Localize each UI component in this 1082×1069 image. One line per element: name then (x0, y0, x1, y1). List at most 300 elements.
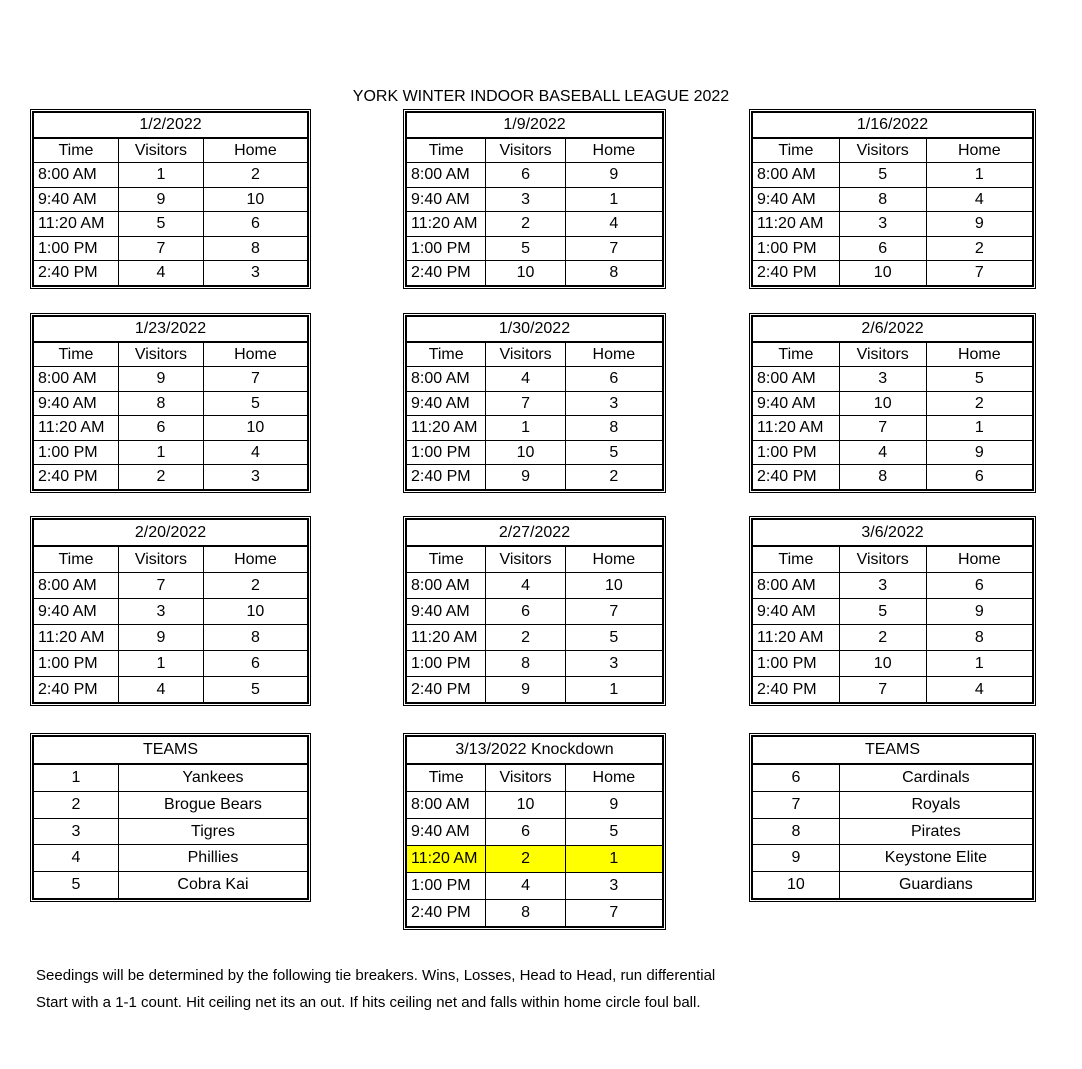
table-cell: 11:20 AM (34, 416, 119, 441)
table-cell: 5 (118, 212, 203, 237)
column-header: Time (407, 546, 486, 573)
teams-table (33, 736, 308, 899)
table-cell: 9:40 AM (34, 187, 119, 212)
table-row (753, 599, 1033, 625)
table-cell: 6 (203, 212, 307, 237)
teams-title-row (753, 737, 1033, 764)
table-cell: Guardians (839, 872, 1032, 899)
table-cell: 8 (565, 416, 662, 441)
table-cell: 9:40 AM (34, 599, 119, 625)
week-table (30, 313, 311, 493)
table-cell: 9 (118, 625, 203, 651)
table-cell: 7 (753, 791, 840, 818)
schedule-table (752, 316, 1033, 490)
table-cell: 9 (926, 440, 1032, 465)
table-cell: 5 (565, 819, 662, 846)
table-cell: 5 (203, 391, 307, 416)
table-row (407, 792, 663, 819)
table-cell: 2 (34, 791, 119, 818)
column-header: Home (565, 764, 662, 792)
table-cell: 2 (203, 163, 307, 188)
table-cell: 4 (926, 187, 1032, 212)
table-cell: 6 (486, 819, 565, 846)
table-cell: 8:00 AM (34, 163, 119, 188)
table-cell: 2 (486, 846, 565, 873)
table-cell: 10 (203, 187, 307, 212)
table-cell: 4 (839, 440, 926, 465)
note-line: Seedings will be determined by the following tie breakers. Wins, Losses, Head to Head, run differential (36, 967, 716, 984)
table-cell: 1:00 PM (407, 236, 486, 261)
date-header: 1/2/2022 (34, 113, 308, 138)
table-cell: 11:20 AM (753, 212, 840, 237)
table-row (407, 846, 663, 873)
table-cell: 2 (926, 236, 1032, 261)
date-row (34, 520, 308, 547)
schedule-table (406, 112, 663, 286)
table-cell: 9 (753, 845, 840, 872)
schedule-table (406, 316, 663, 490)
table-cell: 10 (839, 391, 926, 416)
table-cell: 1:00 PM (407, 440, 486, 465)
table-cell: 2:40 PM (407, 465, 486, 490)
column-header: Time (753, 546, 840, 573)
table-row (34, 872, 308, 899)
table-row (753, 367, 1033, 392)
table-cell: 1 (926, 651, 1032, 677)
table-row (753, 845, 1033, 872)
table-row (753, 416, 1033, 441)
table-cell: 1:00 PM (753, 440, 840, 465)
table-cell: 5 (839, 163, 926, 188)
table-row (34, 212, 308, 237)
table-cell: 9 (926, 212, 1032, 237)
table-cell: 4 (118, 677, 203, 703)
date-row (34, 317, 308, 342)
table-cell: 1 (926, 163, 1032, 188)
table-cell: Cobra Kai (118, 872, 307, 899)
note-line: Start with a 1-1 count. Hit ceiling net its an out. If hits ceiling net and falls within home circle foul ball. (36, 994, 701, 1011)
table-cell: 1 (565, 187, 662, 212)
week-table (403, 109, 666, 289)
table-cell: 8:00 AM (753, 573, 840, 599)
table-cell: 10 (486, 440, 565, 465)
table-cell: 7 (203, 367, 307, 392)
teams-left-table (30, 733, 311, 902)
table-cell: 1 (565, 677, 662, 703)
table-cell: 1 (486, 416, 565, 441)
table-row (407, 391, 663, 416)
week-table (30, 516, 311, 706)
table-cell: 5 (926, 367, 1032, 392)
table-cell: 5 (34, 872, 119, 899)
table-cell: 8 (486, 651, 565, 677)
table-cell: 9:40 AM (753, 187, 840, 212)
table-cell: Phillies (118, 845, 307, 872)
page-title: YORK WINTER INDOOR BASEBALL LEAGUE 2022 (352, 88, 730, 105)
table-row (34, 791, 308, 818)
table-cell: 2:40 PM (753, 261, 840, 286)
table-cell: 1:00 PM (407, 651, 486, 677)
table-cell: 2 (486, 625, 565, 651)
table-cell: 2 (203, 573, 307, 599)
table-row (753, 236, 1033, 261)
column-header: Home (565, 546, 662, 573)
table-row (34, 818, 308, 845)
table-cell: 2 (565, 465, 662, 490)
table-cell: 8 (753, 818, 840, 845)
table-cell: 8:00 AM (34, 367, 119, 392)
column-header: Home (926, 342, 1032, 367)
table-cell: 3 (839, 367, 926, 392)
table-cell: 8:00 AM (407, 367, 486, 392)
table-cell: 9:40 AM (407, 819, 486, 846)
table-cell: 6 (203, 651, 307, 677)
table-cell: 10 (565, 573, 662, 599)
table-row (753, 677, 1033, 703)
week-table (749, 109, 1036, 289)
table-cell: 7 (839, 677, 926, 703)
column-header: Home (203, 546, 307, 573)
week-table (30, 109, 311, 289)
table-cell: 7 (926, 261, 1032, 286)
table-row (753, 261, 1033, 286)
week-table (403, 516, 666, 706)
column-header: Time (407, 764, 486, 792)
table-cell: 3 (486, 187, 565, 212)
table-row (407, 187, 663, 212)
table-cell: 2 (926, 391, 1032, 416)
table-cell: 7 (565, 900, 662, 927)
table-cell: 9:40 AM (407, 187, 486, 212)
table-cell: 3 (565, 651, 662, 677)
table-cell: 8 (203, 236, 307, 261)
table-cell: 2 (486, 212, 565, 237)
table-cell: 8 (839, 187, 926, 212)
table-cell: 8 (486, 900, 565, 927)
table-cell: 9 (486, 465, 565, 490)
table-cell: 9:40 AM (407, 391, 486, 416)
column-header: Time (34, 138, 119, 163)
teams-table (752, 736, 1033, 899)
table-cell: 8 (118, 391, 203, 416)
column-header: Visitors (486, 546, 565, 573)
table-cell: 8 (203, 625, 307, 651)
table-cell: 8:00 AM (753, 163, 840, 188)
table-cell: 4 (203, 440, 307, 465)
table-cell: 8:00 AM (407, 573, 486, 599)
table-row (407, 599, 663, 625)
column-header-row (34, 342, 308, 367)
table-row (753, 791, 1033, 818)
table-row (34, 391, 308, 416)
table-cell: 6 (839, 236, 926, 261)
table-cell: 3 (839, 212, 926, 237)
table-cell: Yankees (118, 764, 307, 791)
table-cell: 8 (926, 625, 1032, 651)
column-header-row (34, 546, 308, 573)
table-row (753, 764, 1033, 791)
table-cell: Royals (839, 791, 1032, 818)
table-cell: 5 (203, 677, 307, 703)
table-cell: 6 (486, 163, 565, 188)
table-cell: 6 (486, 599, 565, 625)
date-row (753, 113, 1033, 138)
date-header: 1/16/2022 (753, 113, 1033, 138)
schedule-table (406, 736, 663, 927)
table-cell: 3 (34, 818, 119, 845)
table-row (407, 261, 663, 286)
table-row (34, 764, 308, 791)
table-cell: 4 (486, 367, 565, 392)
table-cell: 8 (565, 261, 662, 286)
table-cell: 2:40 PM (753, 677, 840, 703)
table-cell: 10 (203, 416, 307, 441)
table-row (753, 872, 1033, 899)
table-row (407, 212, 663, 237)
table-row (34, 236, 308, 261)
column-header: Time (753, 138, 840, 163)
table-cell: 3 (839, 573, 926, 599)
table-cell: 10 (486, 792, 565, 819)
table-cell: 2 (118, 465, 203, 490)
column-header-row (407, 138, 663, 163)
table-cell: 6 (118, 416, 203, 441)
table-cell: 8 (839, 465, 926, 490)
teams-title: TEAMS (753, 737, 1033, 764)
column-header-row (407, 546, 663, 573)
table-cell: 1:00 PM (34, 236, 119, 261)
table-cell: 3 (203, 261, 307, 286)
table-cell: 8:00 AM (753, 367, 840, 392)
table-row (407, 573, 663, 599)
column-header-row (407, 342, 663, 367)
column-header: Time (34, 546, 119, 573)
table-cell: 1 (118, 651, 203, 677)
column-header-row (753, 138, 1033, 163)
table-row (34, 599, 308, 625)
table-cell: 9 (118, 367, 203, 392)
table-row (407, 416, 663, 441)
column-header: Visitors (118, 342, 203, 367)
column-header: Visitors (118, 138, 203, 163)
table-cell: 9:40 AM (753, 391, 840, 416)
table-row (34, 163, 308, 188)
table-cell: 5 (565, 625, 662, 651)
table-row (407, 677, 663, 703)
table-cell: 6 (926, 465, 1032, 490)
table-row (753, 212, 1033, 237)
table-cell: 3 (565, 873, 662, 900)
table-cell: 1:00 PM (407, 873, 486, 900)
table-row (34, 845, 308, 872)
column-header: Home (565, 342, 662, 367)
table-cell: 7 (118, 573, 203, 599)
table-row (753, 391, 1033, 416)
table-row (753, 465, 1033, 490)
column-header: Visitors (118, 546, 203, 573)
table-cell: 11:20 AM (407, 625, 486, 651)
table-cell: 3 (203, 465, 307, 490)
table-row (753, 440, 1033, 465)
table-cell: 9:40 AM (407, 599, 486, 625)
table-cell: 10 (753, 872, 840, 899)
date-row (407, 520, 663, 547)
table-cell: 7 (118, 236, 203, 261)
table-cell: 1 (118, 440, 203, 465)
column-header-row (407, 764, 663, 792)
week-table (403, 313, 666, 493)
table-cell: 6 (926, 573, 1032, 599)
date-row (407, 737, 663, 765)
table-row (407, 900, 663, 927)
column-header: Home (203, 342, 307, 367)
date-header: 3/6/2022 (753, 520, 1033, 547)
table-cell: 1 (565, 846, 662, 873)
table-cell: 3 (565, 391, 662, 416)
table-cell: 8:00 AM (34, 573, 119, 599)
table-cell: 3 (118, 599, 203, 625)
table-cell: 10 (839, 261, 926, 286)
column-header-row (34, 138, 308, 163)
table-cell: 9 (565, 792, 662, 819)
table-cell: 1:00 PM (34, 651, 119, 677)
table-row (34, 261, 308, 286)
table-cell: 11:20 AM (407, 846, 486, 873)
table-row (753, 187, 1033, 212)
date-header: 1/23/2022 (34, 317, 308, 342)
table-row (407, 819, 663, 846)
table-cell: 7 (486, 391, 565, 416)
column-header: Visitors (839, 546, 926, 573)
table-row (407, 873, 663, 900)
table-cell: 5 (565, 440, 662, 465)
table-cell: 9 (565, 163, 662, 188)
table-cell: 1 (926, 416, 1032, 441)
date-row (34, 113, 308, 138)
table-cell: 11:20 AM (34, 625, 119, 651)
table-cell: 4 (926, 677, 1032, 703)
table-row (34, 625, 308, 651)
table-row (753, 163, 1033, 188)
column-header: Time (407, 342, 486, 367)
column-header: Home (926, 138, 1032, 163)
teams-right-table (749, 733, 1036, 902)
table-cell: 1 (118, 163, 203, 188)
table-cell: 4 (565, 212, 662, 237)
table-cell: 1:00 PM (753, 651, 840, 677)
column-header: Visitors (486, 764, 565, 792)
date-row (407, 317, 663, 342)
table-row (407, 465, 663, 490)
table-row (34, 416, 308, 441)
table-row (407, 236, 663, 261)
table-row (34, 677, 308, 703)
table-cell: 1 (34, 764, 119, 791)
table-cell: 10 (203, 599, 307, 625)
table-cell: 11:20 AM (407, 212, 486, 237)
table-row (407, 163, 663, 188)
table-cell: 10 (486, 261, 565, 286)
table-row (753, 573, 1033, 599)
table-cell: 9:40 AM (753, 599, 840, 625)
table-cell: 8:00 AM (407, 163, 486, 188)
date-header: 2/6/2022 (753, 317, 1033, 342)
column-header: Time (753, 342, 840, 367)
schedule-table (752, 519, 1033, 703)
table-cell: 10 (839, 651, 926, 677)
table-cell: 5 (486, 236, 565, 261)
table-row (34, 465, 308, 490)
column-header: Visitors (486, 342, 565, 367)
date-header: 1/30/2022 (407, 317, 663, 342)
date-row (407, 113, 663, 138)
table-row (407, 440, 663, 465)
date-header: 2/20/2022 (34, 520, 308, 547)
week-table (749, 516, 1036, 706)
schedule-table (33, 112, 308, 286)
table-cell: 2:40 PM (407, 261, 486, 286)
column-header: Time (34, 342, 119, 367)
table-row (407, 625, 663, 651)
column-header: Visitors (839, 342, 926, 367)
table-cell: 5 (839, 599, 926, 625)
table-cell: 11:20 AM (407, 416, 486, 441)
table-row (407, 651, 663, 677)
schedule-table (33, 316, 308, 490)
table-row (407, 367, 663, 392)
table-cell: 2:40 PM (753, 465, 840, 490)
table-cell: 7 (839, 416, 926, 441)
table-cell: 2:40 PM (407, 900, 486, 927)
table-cell: Cardinals (839, 764, 1032, 791)
table-cell: 7 (565, 599, 662, 625)
date-row (753, 317, 1033, 342)
table-cell: 7 (565, 236, 662, 261)
table-cell: 2:40 PM (34, 261, 119, 286)
column-header: Time (407, 138, 486, 163)
table-cell: 2:40 PM (34, 465, 119, 490)
table-cell: Keystone Elite (839, 845, 1032, 872)
schedule-table (752, 112, 1033, 286)
column-header: Visitors (839, 138, 926, 163)
date-row (753, 520, 1033, 547)
table-row (34, 367, 308, 392)
table-cell: 11:20 AM (753, 625, 840, 651)
teams-title: TEAMS (34, 737, 308, 764)
table-cell: 9 (486, 677, 565, 703)
date-header: 2/27/2022 (407, 520, 663, 547)
table-cell: Brogue Bears (118, 791, 307, 818)
table-cell: 4 (34, 845, 119, 872)
table-row (34, 187, 308, 212)
date-header: 1/9/2022 (407, 113, 663, 138)
table-cell: 6 (753, 764, 840, 791)
column-header: Home (203, 138, 307, 163)
table-cell: 2:40 PM (407, 677, 486, 703)
table-cell: 11:20 AM (753, 416, 840, 441)
date-header: 3/13/2022 Knockdown (407, 737, 663, 765)
table-cell: 9 (926, 599, 1032, 625)
table-cell: 1:00 PM (753, 236, 840, 261)
table-cell: 6 (565, 367, 662, 392)
table-cell: 9 (118, 187, 203, 212)
table-cell: 2 (839, 625, 926, 651)
teams-title-row (34, 737, 308, 764)
table-cell: 9:40 AM (34, 391, 119, 416)
table-cell: 4 (118, 261, 203, 286)
table-cell: 1:00 PM (34, 440, 119, 465)
table-row (34, 573, 308, 599)
